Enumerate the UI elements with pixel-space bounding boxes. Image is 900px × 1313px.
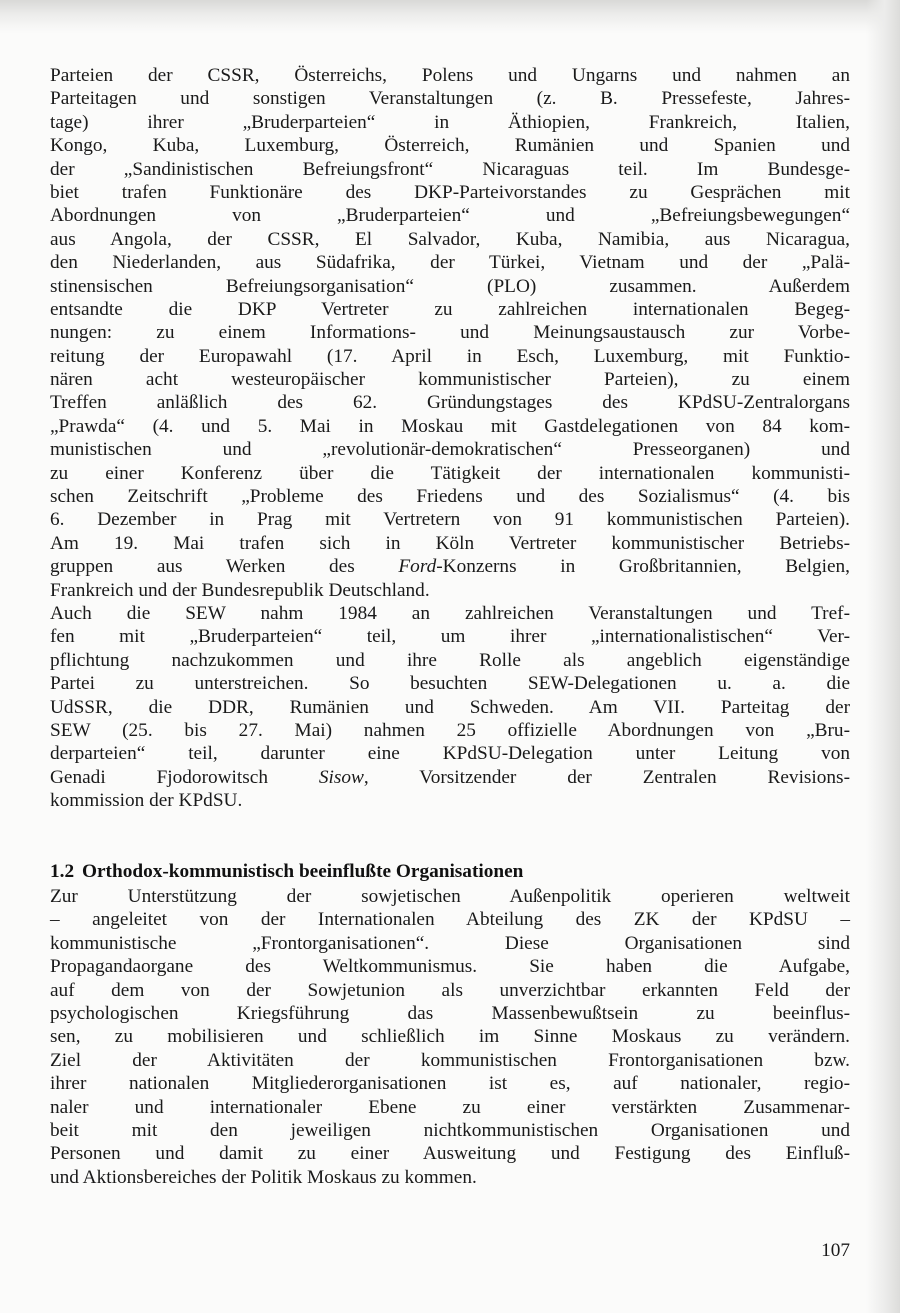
text-line: Auch die SEW nahm 1984 an zahlreichen Veranstaltungen und Tref- (50, 602, 850, 624)
text-line: Personen und damit zu einer Ausweitung und Festigung des Einfluß- (50, 1143, 850, 1165)
paragraph-3 (50, 885, 850, 1189)
text-line: reitung der Europawahl (17. April in Esch, Luxemburg, mit Funktio- (50, 345, 850, 367)
text-line: entsandte die DKP Vertreter zu zahlreichen internationalen Begeg- (50, 298, 850, 320)
text-line: Parteitagen und sonstigen Veranstaltungen (z. B. Pressefeste, Jahres- (50, 88, 850, 110)
text-line: pflichtung nachzukommen und ihre Rolle als angeblich eigenständige (50, 649, 850, 671)
text-line: der „Sandinistischen Befreiungsfront“ Nicaraguas teil. Im Bundesge- (50, 158, 850, 180)
text-line: tage) ihrer „Bruderparteien“ in Äthiopien, Frankreich, Italien, (50, 111, 850, 133)
text-line: naler und internationaler Ebene zu einer verstärkten Zusammenar- (50, 1096, 850, 1118)
text-line: Ziel der Aktivitäten der kommunistischen Frontorganisationen bzw. (50, 1049, 850, 1071)
text-line: auf dem von der Sowjetunion als unverzichtbar erkannten Feld der (50, 979, 850, 1001)
text-line: munistischen und „revolutionär-demokratischen“ Presseorganen) und (50, 439, 850, 461)
text-line: stinensischen Befreiungsorganisation“ (PLO) zusammen. Außerdem (50, 275, 850, 297)
text-line: Treffen anläßlich des 62. Gründungstages des KPdSU-Zentralorgans (50, 392, 850, 414)
text-line: biet trafen Funktionäre des DKP-Parteivorstandes zu Gesprächen mit (50, 181, 850, 203)
text-line: fen mit „Bruderparteien“ teil, um ihrer „internationalistischen“ Ver- (50, 626, 850, 648)
text-fragment: -Konzerns in Großbritannien, Belgien, (436, 556, 850, 578)
text-line: „Prawda“ (4. und 5. Mai in Moskau mit Gastdelegationen von 84 kom- (50, 415, 850, 437)
italic-company-name: Ford (398, 556, 437, 578)
text-line: kommission der KPdSU. (50, 790, 243, 812)
text-fragment: Genadi Fjodorowitsch (50, 766, 319, 788)
text-line: und Aktionsbereiches der Politik Moskaus zu kommen. (50, 1166, 477, 1188)
text-line: ihrer nationalen Mitgliederorganisationen ist es, auf nationaler, regio- (50, 1073, 850, 1095)
text-line: – angeleitet von der Internationalen Abteilung des ZK der KPdSU – (50, 909, 850, 931)
text-line: aus Angola, der CSSR, El Salvador, Kuba, Namibia, aus Nicaragua, (50, 228, 850, 250)
text-line: sen, zu mobilisieren und schließlich im Sinne Moskaus zu verändern. (50, 1026, 850, 1048)
text-line-sisow (50, 766, 850, 789)
text-line: Propagandaorgane des Weltkommunismus. Sie haben die Aufgabe, (50, 956, 850, 978)
page-number: 107 (821, 1240, 850, 1261)
text-line: derparteien“ teil, darunter eine KPdSU-Delegation unter Leitung von (50, 743, 850, 765)
body-text-lower (50, 885, 850, 1189)
text-fragment: , Vorsitzender der Zentralen Revisions- (363, 766, 850, 788)
paragraph-1 (50, 64, 850, 602)
text-line: Zur Unterstützung der sowjetischen Außenpolitik operieren weltweit (50, 886, 850, 907)
section-title: Orthodox-kommunistisch beeinflußte Organisationen (82, 861, 524, 882)
text-line: Partei zu unterstreichen. So besuchten SEW-Delegationen u. a. die (50, 673, 850, 695)
text-line: Abordnungen von „Bruderparteien“ und „Befreiungsbewegungen“ (50, 205, 850, 227)
text-line: den Niederlanden, aus Südafrika, der Türkei, Vietnam und der „Palä- (50, 252, 850, 274)
section-heading (50, 860, 850, 883)
text-line: Am 19. Mai trafen sich in Köln Vertreter kommunistischer Betriebs- (50, 532, 850, 554)
italic-person-name: Sisow (318, 766, 364, 788)
text-line: schen Zeitschrift „Probleme des Friedens und des Sozialismus“ (4. bis (50, 486, 850, 508)
text-line: Frankreich und der Bundesrepublik Deutschland. (50, 579, 430, 601)
text-line-ford (50, 555, 850, 578)
body-text-upper (50, 64, 850, 813)
text-line: nären acht westeuropäischer kommunistischer Parteien), zu einem (50, 369, 850, 391)
text-line: beit mit den jeweiligen nichtkommunistischen Organisationen und (50, 1119, 850, 1141)
section-number: 1.2 (50, 861, 75, 882)
text-line: SEW (25. bis 27. Mai) nahmen 25 offizielle Abordnungen von „Bru- (50, 719, 850, 741)
text-line: 6. Dezember in Prag mit Vertretern von 91 kommunistischen Parteien). (50, 509, 850, 531)
text-line: Kongo, Kuba, Luxemburg, Österreich, Rumänien und Spanien und (50, 135, 850, 157)
text-line: Parteien der CSSR, Österreichs, Polens und Ungarns und nahmen an (50, 65, 850, 86)
text-line: UdSSR, die DDR, Rumänien und Schweden. Am VII. Parteitag der (50, 696, 850, 718)
text-line: kommunistische „Frontorganisationen“. Diese Organisationen sind (50, 932, 850, 954)
paragraph-2 (50, 602, 850, 813)
text-line: nungen: zu einem Informations- und Meinungsaustausch zur Vorbe- (50, 322, 850, 344)
text-line: psychologischen Kriegsführung das Massenbewußtsein zu beeinflus- (50, 1002, 850, 1024)
text-fragment: gruppen aus Werken des (50, 556, 399, 578)
text-line: zu einer Konferenz über die Tätigkeit der internationalen kommunisti- (50, 462, 850, 484)
scan-shadow-top (0, 0, 900, 34)
scan-shadow-right (866, 0, 900, 1313)
